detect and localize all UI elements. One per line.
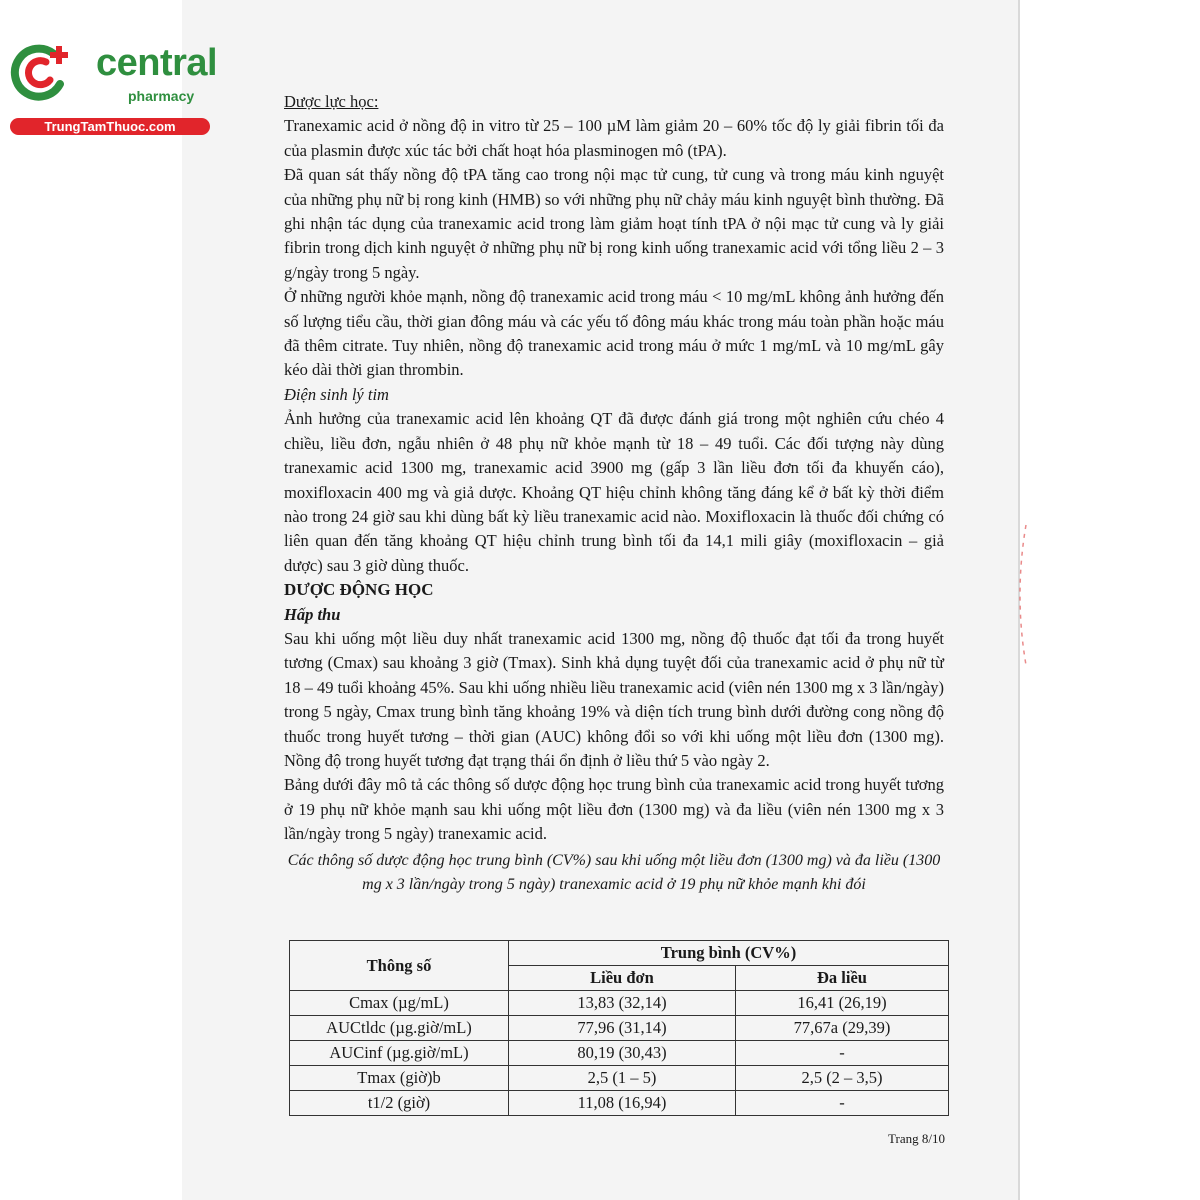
table-row <box>290 1091 949 1116</box>
subheading-absorption: Hấp thu <box>284 604 341 624</box>
table-header-row <box>290 941 949 966</box>
subheading-cardiac-electrophysiology: Điện sinh lý tim <box>284 384 389 404</box>
logo-website: TrungTamThuoc.com <box>10 118 210 135</box>
cell-param: AUCtldc (µg.giờ/mL) <box>290 1016 509 1041</box>
red-stamp-fragment <box>1004 520 1034 670</box>
cell-multi: - <box>736 1091 949 1116</box>
cell-param: t1/2 (giờ) <box>290 1091 509 1116</box>
page-number: Trang 8/10 <box>888 1131 945 1146</box>
paragraph: Ảnh hưởng của tranexamic acid lên khoảng QT đã được đánh giá trong một nghiên cứu chéo 4 chiều, liều đơn, ngẫu nhiên ở 48 phụ nữ khỏe mạnh từ 18 – 49 tuổi. Các đối tượng này dùng tranexamic acid 1300 mg, tranexamic acid 3900 mg (gấp 3 lần liều đơn tối đa khuyến cáo), moxifloxacin 400 mg và giả dược. Khoảng QT hiệu chỉnh không tăng đáng kể ở bất kỳ thời điểm nào trong 24 giờ sau khi dùng bất kỳ liều tranexamic acid nào. Moxifloxacin là thuốc đối chứng có liên quan đến tăng khoảng QT hiệu chỉnh trung bình tối đa 14,1 mili giây (moxifloxacin – giả dược) sau 3 giờ dùng thuốc. <box>284 409 944 575</box>
cell-param: Cmax (µg/mL) <box>290 991 509 1016</box>
paragraph: Sau khi uống một liều duy nhất tranexamic acid 1300 mg, nồng độ thuốc đạt tối đa trong huyết tương (Cmax) sau khoảng 3 giờ (Tmax). Sinh khả dụng tuyệt đối của tranexamic acid ở phụ nữ từ 18 – 49 tuổi khoảng 45%. Sau khi uống nhiều liều tranexamic acid (viên nén 1300 mg x 3 lần/ngày) trong 5 ngày, Cmax trung bình tăng khoảng 19% và diện tích trung bình dưới đường cong nồng độ thuốc trong huyết tương – thời gian (AUC) không đổi so với khi uống một liều đơn (1300 mg). Nồng độ trong huyết tương đạt trạng thái ổn định ở liều thứ 5 vào ngày 2. <box>284 628 944 770</box>
table-row <box>290 991 949 1016</box>
table-row <box>290 1041 949 1066</box>
cell-multi: 77,67a (29,39) <box>736 1016 949 1041</box>
paragraph: Bảng dưới đây mô tả các thông số dược động học trung bình của tranexamic acid trong huyết tương ở 19 phụ nữ khỏe mạnh sau khi uống một liều đơn (1300 mg) và đa liều (viên nén 1300 mg x 3 lần/ngày trong 5 ngày) tranexamic acid. <box>284 775 944 844</box>
cell-single: 2,5 (1 – 5) <box>509 1066 736 1091</box>
pharmacokinetic-table <box>289 940 949 1116</box>
table-row <box>290 1016 949 1041</box>
document-body <box>284 90 944 897</box>
header-mean: Trung bình (CV%) <box>509 941 949 966</box>
cell-single: 80,19 (30,43) <box>509 1041 736 1066</box>
cell-multi: 2,5 (2 – 3,5) <box>736 1066 949 1091</box>
header-multiple-dose: Đa liều <box>736 966 949 991</box>
cell-single: 77,96 (31,14) <box>509 1016 736 1041</box>
table-caption: Các thông số dược động học trung bình (CV%) sau khi uống một liều đơn (1300 mg) và đa liều (1300 mg x 3 lần/ngày trong 5 ngày) tranexamic acid ở 19 phụ nữ khỏe mạnh khi đói <box>287 851 941 893</box>
cell-single: 13,83 (32,14) <box>509 991 736 1016</box>
table-row <box>290 1066 949 1091</box>
central-pharmacy-logo[interactable] <box>10 38 218 138</box>
paragraph: Ở những người khỏe mạnh, nồng độ tranexamic acid trong máu < 10 mg/mL không ảnh hưởng đến số lượng tiểu cầu, thời gian đông máu và các yếu tố đông máu khác trong máu toàn phần hoặc máu đã thêm citrate. Tuy nhiên, nồng độ tranexamic acid trong máu ở mức 1 mg/mL và 10 mg/mL gây kéo dài thời gian thrombin. <box>284 287 944 380</box>
cell-param: AUCinf (µg.giờ/mL) <box>290 1041 509 1066</box>
paragraph: Đã quan sát thấy nồng độ tPA tăng cao trong nội mạc tử cung, tử cung và trong máu kinh nguyệt của những phụ nữ bị rong kinh (HMB) so với những phụ nữ chảy máu kinh nguyệt bình thường. Đã ghi nhận tác dụng của tranexamic acid trong làm giảm hoạt tính tPA ở nội mạc tử cung và ly giải fibrin trong dịch kinh nguyệt ở những phụ nữ bị rong kinh uống tranexamic acid với tổng liều 2 – 3 g/ngày trong 5 ngày. <box>284 165 944 282</box>
cell-multi: - <box>736 1041 949 1066</box>
cell-multi: 16,41 (26,19) <box>736 991 949 1016</box>
header-single-dose: Liều đơn <box>509 966 736 991</box>
cell-param: Tmax (giờ)b <box>290 1066 509 1091</box>
heading-pharmacodynamics: Dược lực học: <box>284 92 379 111</box>
logo-name: central <box>96 42 218 84</box>
cell-single: 11,08 (16,94) <box>509 1091 736 1116</box>
logo-mark-icon <box>10 40 72 102</box>
header-parameter: Thông số <box>290 941 509 991</box>
paragraph: Tranexamic acid ở nồng độ in vitro từ 25 – 100 µM làm giảm 20 – 60% tốc độ ly giải fibrin tối đa của plasmin được xúc tác bởi chất hoạt hóa plasminogen mô (tPA). <box>284 116 944 160</box>
logo-subtitle: pharmacy <box>128 88 195 104</box>
heading-pharmacokinetics: DƯỢC ĐỘNG HỌC <box>284 580 434 600</box>
